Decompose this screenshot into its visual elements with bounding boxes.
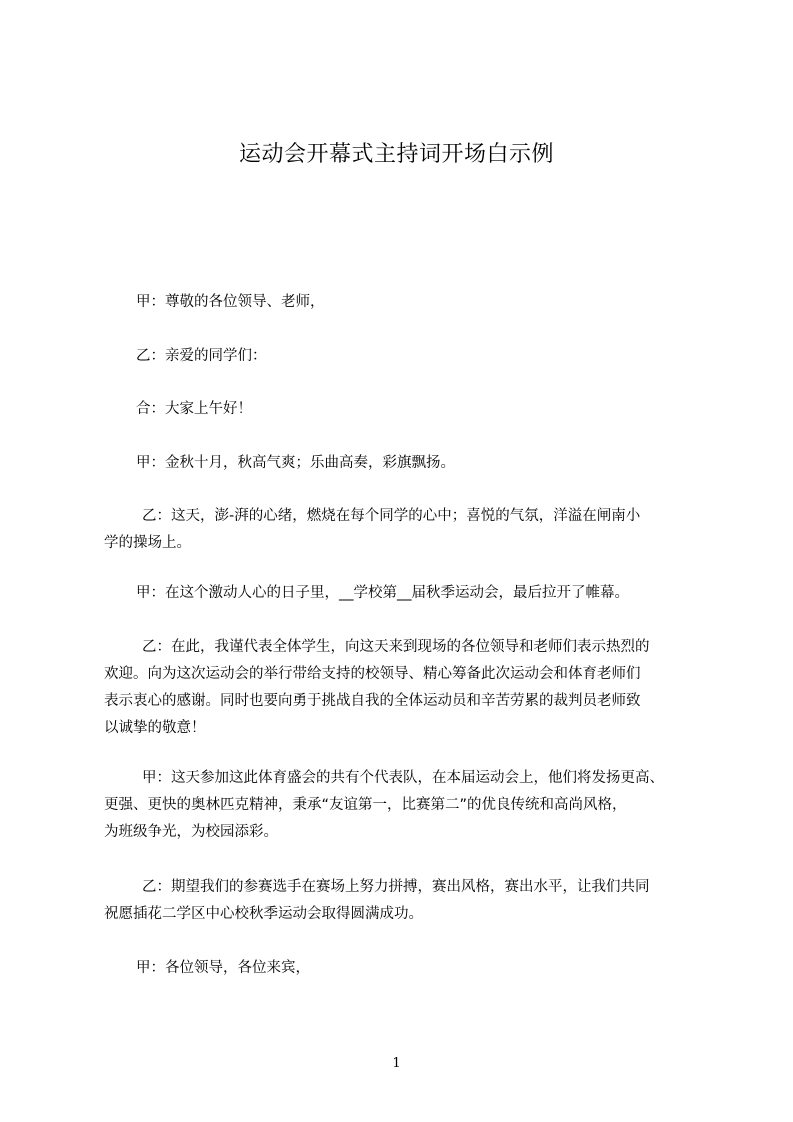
paragraph-line: 以诚挚的敬意！	[104, 720, 206, 736]
paragraph-line: 甲：金秋十月，秋高气爽；乐曲高奏，彩旗飘扬。	[136, 455, 455, 471]
paragraph-2	[104, 343, 696, 370]
paragraph-10	[104, 955, 696, 982]
paragraph-line: 表示衷心的感谢。同时也要向勇于挑战自我的全体运动员和辛苦劳累的裁判员老师致	[104, 693, 641, 709]
paragraph-line: 为班级争光，为校园添彩。	[104, 824, 278, 840]
paragraph-1	[104, 289, 696, 316]
paragraph-4	[104, 450, 696, 477]
paragraph-line: 乙：这天，澎-湃的心绪，燃烧在每个同学的心中；喜悦的气氛，洋溢在闸南小	[142, 508, 641, 524]
paragraph-line: 合：大家上午好！	[136, 401, 252, 417]
paragraph-line: 更强、更快的奥林匹克精神，秉承“友谊第一，比赛第二”的优良传统和高尚风格，	[104, 797, 627, 813]
page-number: 1	[392, 1056, 401, 1071]
paragraph-line: 乙：亲爱的同学们：	[136, 348, 267, 364]
paragraph-line: 乙：期望我们的参赛选手在赛场上努力拼搏，赛出风格，赛出水平，让我们共同	[142, 879, 650, 895]
paragraph-line: 欢迎。向为这次运动会的举行带给支持的校领导、精心筹备此次运动会和体育老师们	[104, 666, 641, 682]
paragraph-6	[104, 580, 696, 607]
paragraph-8	[104, 765, 696, 846]
paragraph-line: 乙：在此，我谨代表全体学生，向这天来到现场的各位领导和老师们表示热烈的	[142, 639, 650, 655]
paragraph-7	[104, 634, 696, 742]
document-title: 运动会开幕式主持词开场白示例	[238, 142, 554, 167]
paragraph-line: 祝愿插花二学区中心校秋季运动会取得圆满成功。	[104, 906, 423, 922]
paragraph-line: 甲：这天参加这此体育盛会的共有个代表队，在本届运动会上，他们将发扬更高、	[142, 770, 664, 786]
paragraph-line: 甲：各位领导，各位来宾，	[136, 960, 310, 976]
paragraph-line: 甲：在这个激动人心的日子里，__学校第__届秋季运动会，最后拉开了帷幕。	[136, 585, 629, 601]
paragraph-line: 甲：尊敬的各位领导、老师，	[136, 294, 325, 310]
paragraph-9	[104, 874, 696, 928]
paragraph-5	[104, 503, 696, 557]
paragraph-line: 学的操场上。	[104, 535, 191, 551]
paragraph-3	[104, 396, 696, 423]
